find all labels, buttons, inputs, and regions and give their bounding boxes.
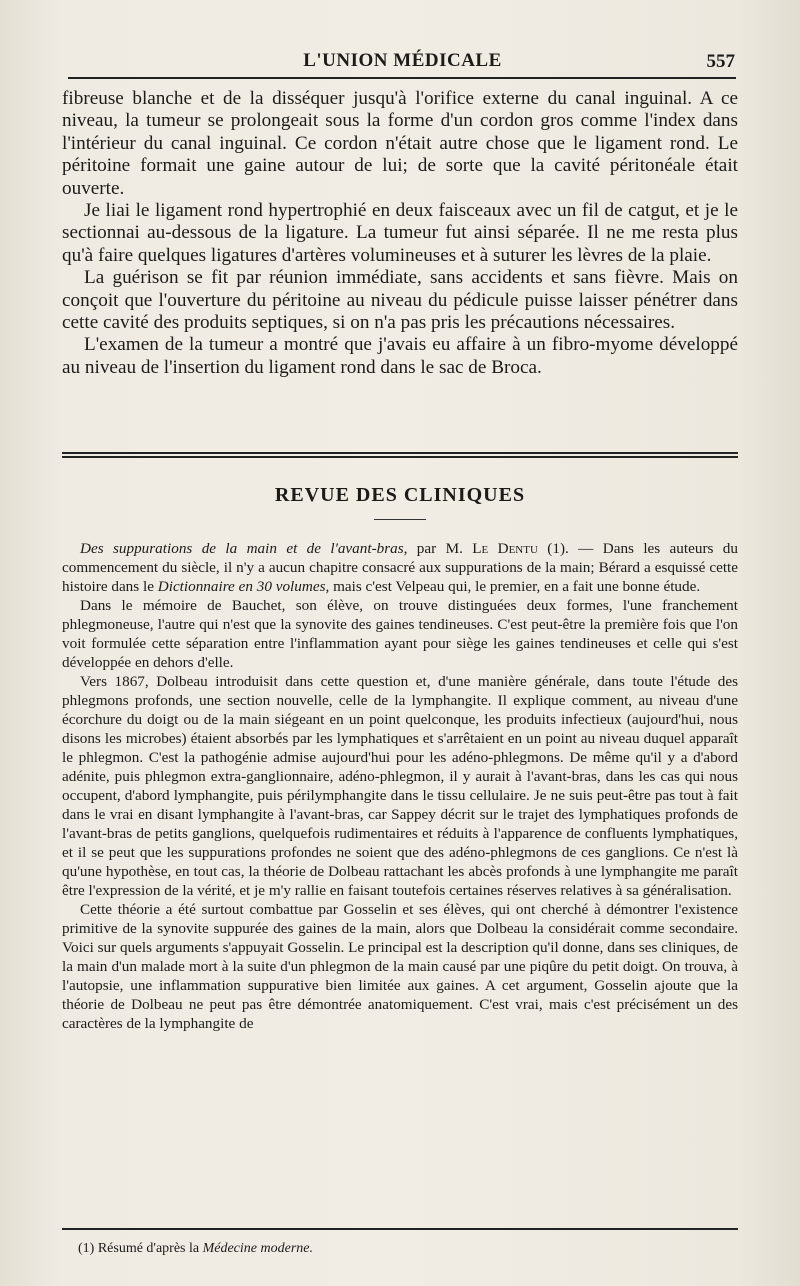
- cited-work: Dictionnaire en 30 volumes,: [157, 578, 330, 595]
- paragraph-text: mais c'est Velpeau qui, le premier, en a fait une bonne étude.: [329, 578, 701, 595]
- paragraph-text: Dans les auteurs du commencement du siècle, il n'y a aucun chapitre consacré aux suppurations de la main; Bérard a esquissé cette histoire dans le: [62, 540, 738, 595]
- footnote-label: (1) Résumé d'après la: [78, 1241, 203, 1256]
- paragraph: Je liai le ligament rond hypertrophié en deux faisceaux avec un fil de catgut, et je le sectionnai au-dessous de la ligature. La tumeur fut ainsi séparée. Il ne me resta plus qu'à faire quelques ligatures d'artères volumineuses et à suturer les lèvres de la plaie.: [62, 200, 738, 266]
- footnote: [78, 1240, 718, 1258]
- footnote-ref: (1). —: [537, 540, 603, 557]
- review-article: [62, 539, 738, 1033]
- paragraph: Dans le mémoire de Bauchet, son élève, on trouve distinguées deux formes, l'une franchement phlegmoneuse, l'autre qui n'est que la synovite des gaines tendineuses. C'est peut-être la première fois que l'on voit formulée cette séparation entre l'inflammation ayant pour siège les gaines tendineuses et celle qui s'est développée en dehors d'elle.: [62, 597, 738, 671]
- header-rule: [68, 77, 736, 79]
- paragraph: Cette théorie a été surtout combattue par Gosselin et ses élèves, qui ont cherché à démontrer l'existence primitive de la synovite suppurée des gaines de la main, alors que Dolbeau la considérait comme secondaire. Voici sur quels arguments s'appuyait Gosselin. Le principal est la description qu'il donne, dans ses cliniques, de la main d'un malade mort à la suite d'un phlegmon de la main causé par une piqûre du petit doigt. On trouva, à l'autopsie, une inflammation suppurative bien limitée aux gaines. A cet argument, Gosselin ajoute que la théorie de Dolbeau ne peut pas être démontrée anatomiquement. C'est vrai, mais c'est précisément un des caractères de la lymphangite de: [62, 901, 738, 1032]
- section-title-rule: [374, 519, 426, 520]
- section-title: REVUE DES CLINIQUES: [274, 484, 526, 506]
- paragraph: [62, 539, 738, 596]
- paragraph: fibreuse blanche et de la disséquer jusqu'à l'orifice externe du canal inguinal. A ce niveau, la tumeur se prolongeait sous la forme d'un cordon gros comme l'index dans l'intérieur du canal inguinal. Ce cordon n'était autre chose que le ligament rond. Le péritoine formait une gaine autour de lui; de sorte que la cavité péritonéale était ouverte.: [62, 88, 738, 199]
- paragraph: Vers 1867, Dolbeau introduisit dans cette question et, d'une manière générale, dans toute l'étude des phlegmons profonds, une section nouvelle, celle de la lymphangite. Il explique comment, au niveau d'une écorchure du doigt ou de la main siégeant en un point quelconque, les produits infectieux (aujourd'hui, nous disons les microbes) étaient absorbés par les lymphatiques et s'arrêtaient en un point au niveau duquel apparaît le phlegmon. C'est la pathogénie admise aujourd'hui pour les adéno-phlegmons. De même qu'il y a d'abord adénite, puis phlegmon extra-ganglionnaire, adéno-phlegmon, il y aurait à l'avant-bras, dans les cas qui nous occupent, d'abord lymphangite, puis périlymphangite dans le tissu cellulaire. Je ne suis peut-être pas tout à fait dans le vrai en disant lymphangite à l'avant-bras, car Sappey décrit sur le trajet des lymphatiques profonds de l'avant-bras de petits ganglions, quelquefois rudimentaires et réduits à l'apparence de confluents lymphatiques, et il se peut que les suppurations profondes ne soient que des adéno-phlegmons de ces ganglions. Ce n'est là qu'une hypothèse, en tout cas, la théorie de Dolbeau rattachant les abcès profonds à une lymphangite me paraît être l'expression de la vérité, et je m'y rallie en faisant toutefois certaines réserves relatives à sa généralisation.: [62, 673, 738, 899]
- footnote-rule: [62, 1228, 738, 1230]
- paragraph: L'examen de la tumeur a montré que j'avais eu affaire à un fibro-myome développé au niveau de l'insertion du ligament rond dans le sac de Broca.: [62, 334, 738, 378]
- running-title: L'UNION MÉDICALE: [303, 50, 502, 71]
- section-divider: [62, 452, 738, 458]
- article-continuation: [62, 88, 738, 379]
- article-title: Des suppurations de la main et de l'avant-bras,: [80, 540, 408, 557]
- page-number: 557: [706, 51, 735, 72]
- paragraph: La guérison se fit par réunion immédiate, sans accidents et sans fièvre. Mais on conçoit que l'ouverture du péritoine au niveau du pédicule puisse laisser pénétrer dans cette cavité des produits septiques, si on n'a pas pris les précautions nécessaires.: [62, 267, 738, 334]
- author-name: Le Dentu: [472, 540, 538, 557]
- footnote-source: Médecine moderne.: [202, 1241, 313, 1256]
- byline-text: par M.: [407, 540, 473, 557]
- page-header: [70, 48, 735, 78]
